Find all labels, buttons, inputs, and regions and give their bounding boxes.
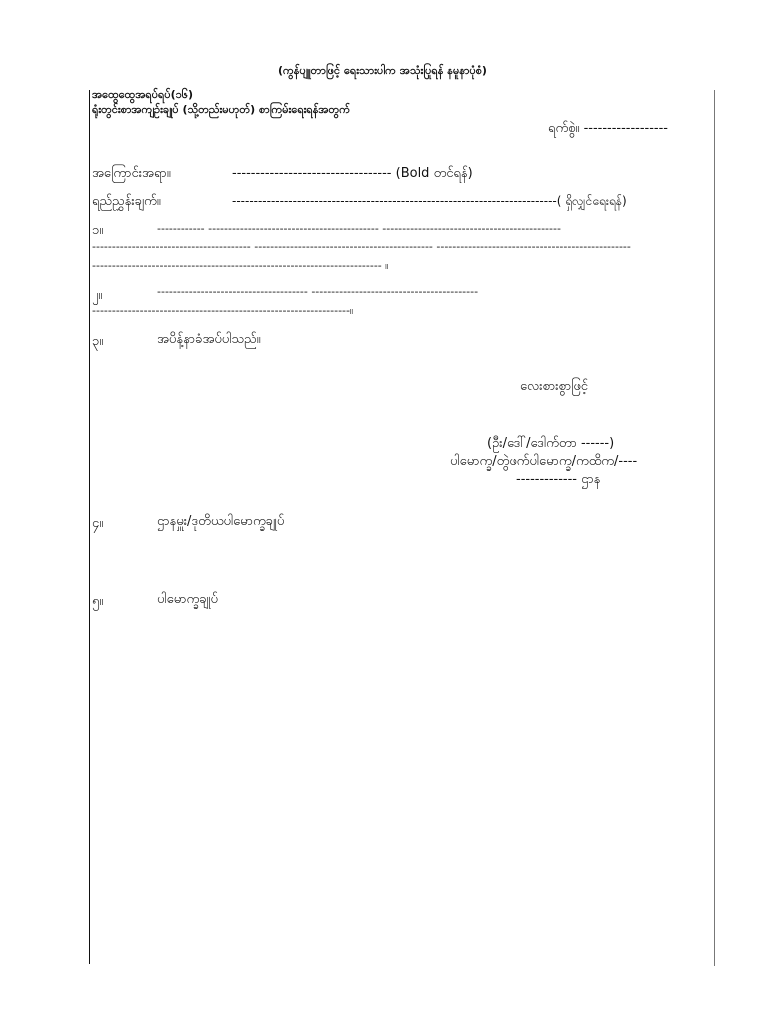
reference-line: ---------------------------------------------------------------------------( ရှိလျှင်ရေးရန်): [232, 194, 627, 208]
reference-label: ရည်ညွှန်းချက်။: [92, 194, 161, 209]
form-number: အထွေထွေအရပ်ရပ်(၁၆): [92, 88, 194, 101]
subject-label: အကြောင်းအရာ။: [92, 166, 171, 181]
paragraph-1-number: ၁။: [92, 223, 104, 238]
document-title: (ကွန်ပျူတာဖြင့် ရေးသားပါက အသုံးပြုရန် နမူနာပုံစံ): [278, 64, 487, 77]
paragraph-4-number: ၄။: [92, 516, 104, 531]
signatory-department: ------------- ဌာန: [516, 472, 601, 487]
paragraph-5-text: ပါမောက္ခချုပ်: [157, 592, 218, 607]
signatory-name: (ဦး/ဒေါ်/ဒေါက်တာ ------): [487, 436, 615, 451]
paragraph-5-number: ၅။: [92, 594, 104, 609]
paragraph-3-text: အပိန့်နာခံအပ်ပါသည်။: [157, 332, 261, 347]
paragraph-1-line-3: ------------------------------------------------------------------------- ။: [92, 259, 389, 272]
paragraph-1-line-2: ---------------------------------------- --------------------------------------------- -------------------------------------------------: [92, 240, 631, 253]
paragraph-2-number: ၂။: [92, 288, 103, 303]
paragraph-2-line-2: -----------------------------------------------------------------။: [92, 304, 354, 317]
signatory-position: ပါမောက္ခ/တွဲဖက်ပါမောက္ခ/ကထိက/----: [450, 454, 638, 469]
paragraph-4-text: ဌာနမှူး/ဒုတိယပါမောက္ခချုပ်: [157, 514, 285, 529]
subject-line: ---------------------------------- (Bold တင်ရန်): [232, 166, 473, 181]
left-border-line: [89, 90, 90, 964]
paragraph-2-line-1: -------------------------------------- ------------------------------------------: [157, 285, 479, 298]
date-field: ရက်စွဲ။ ------------------: [548, 121, 669, 136]
form-description: ရုံးတွင်းစာအကျဉ်းချုပ် (သို့တည်းမဟုတ်) စာကြမ်းရေးရန်အတွက်: [92, 103, 351, 116]
right-border-line: [714, 90, 715, 966]
signature-closing: လေးစားစွာဖြင့်: [520, 379, 588, 394]
paragraph-3-number: ၃။: [92, 334, 104, 349]
paragraph-1-line-1: ------------ ------------------------------------------- ---------------------------------------------: [157, 222, 561, 235]
